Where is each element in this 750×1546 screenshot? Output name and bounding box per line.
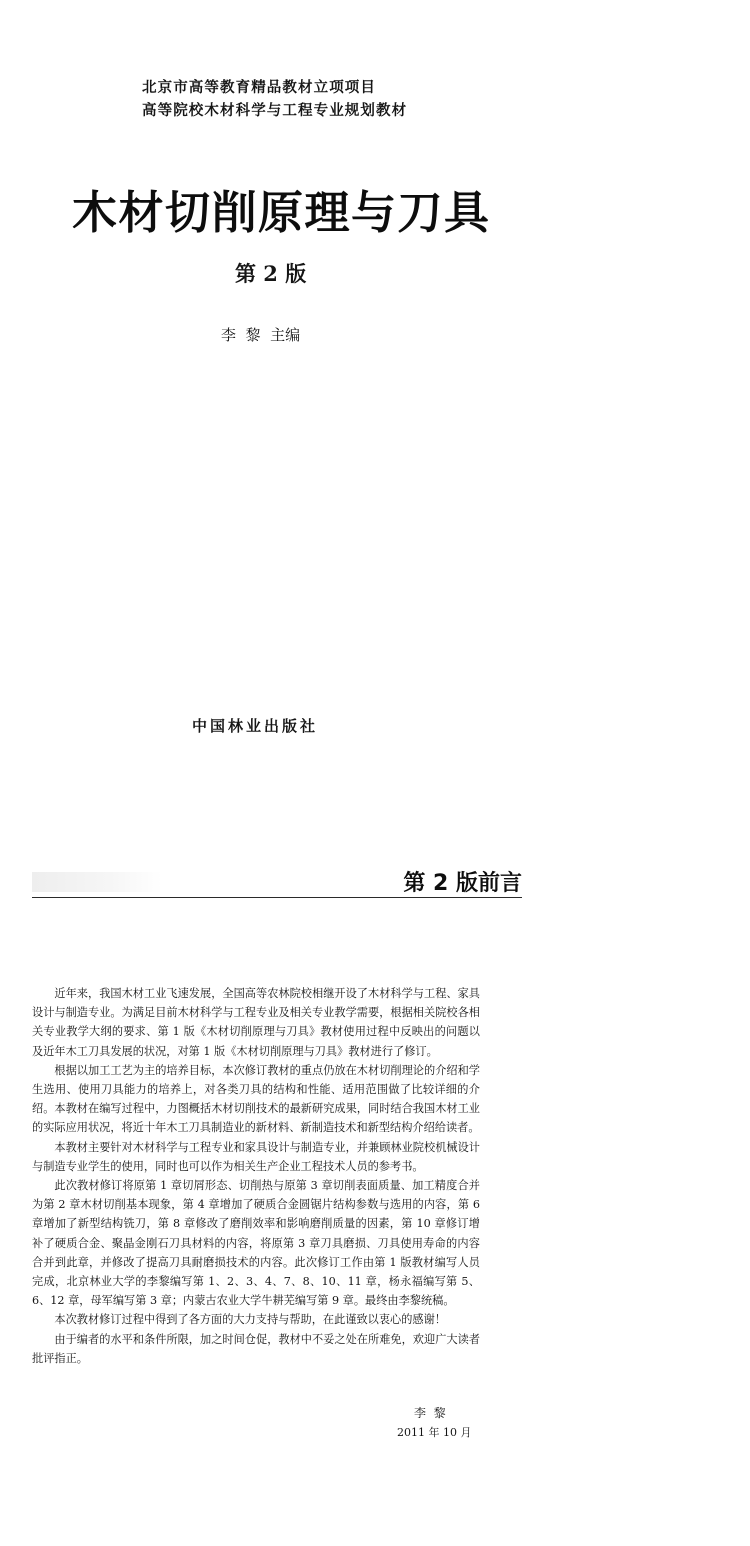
preface-paragraph: 根据以加工工艺为主的培养目标，本次修订教材的重点仍放在木材切削理论的介绍和学生选用、使用刀具能力的培养上，对各类刀具的结构和性能、适用范围做了比较详细的介绍。本教材在编写过程中，力图概括木材切削技术的最新研究成果，同时结合我国木材工业的实际应用状况，将近十年木工刀具制造业的新材料、新制造技术和新型结构介绍给读者。 — [32, 1063, 480, 1135]
series-textbook-label: 高等院校木材科学与工程专业规划教材 — [142, 102, 408, 119]
preface-date: 2011 年 10 月 — [397, 1426, 472, 1439]
book-title: 木材切削原理与刀具 — [72, 186, 491, 239]
preface-paragraph: 本教材主要针对木材科学与工程专业和家具设计与制造专业，并兼顾林业院校机械设计与制造专业学生的使用，同时也可以作为相关生产企业工程技术人员的参考书。 — [32, 1140, 480, 1173]
series-project-label: 北京市高等教育精品教材立项项目 — [142, 79, 376, 96]
preface-paragraph: 近年来，我国木材工业飞速发展，全国高等农林院校相继开设了木材科学与工程、家具设计与制造专业。为满足目前木材科学与工程专业及相关专业教学需要，根据相关院校各相关专业教学大纲的要求、第 1 版《木材切削原理与刀具》教材使用过程中反映出的问题以及近年木工刀具发展的状况，对第 1 版《木材切削原理与刀具》教材进行了修订。 — [32, 987, 480, 1058]
preface-paragraph: 此次教材修订将原第 1 章切屑形态、切削热与原第 3 章切削表面质量、加工精度合并为第 2 章木材切削基本现象，第 4 章增加了硬质合金圆锯片结构参数与选用的内容，第 6 章增加了新型结构铣刀，第 8 章修改了磨削效率和影响磨削质量的因素，第 10 章修订增补了硬质合金、聚晶金刚石刀具材料的内容，将原第 3 章刀具磨损、刀具使用寿命的内容合并到此章，并修改了提高刀具耐磨损技术的内容。此次修订工作由第 1 版教材编写人员完成，北京林业大学的李黎编写第 1、2、3、4、7、8、10、11 章，杨永福编写第 5、6、12 章，母军编写第 3 章；内蒙古农业大学牛耕芜编写第 9 章。最终由李黎统稿。 — [32, 1179, 480, 1308]
scan-smudge — [32, 872, 162, 892]
preface-header — [32, 866, 522, 900]
preface-paragraph: 由于编者的水平和条件所限，加之时间仓促，教材中不妥之处在所难免，欢迎广大读者批评指正。 — [32, 1332, 480, 1365]
author-signature: 李 黎 — [414, 1406, 446, 1420]
preface-paragraph: 本次教材修订过程中得到了各方面的大力支持与帮助，在此谨致以衷心的感谢！ — [54, 1313, 446, 1327]
edition-label: 第 2 版 — [235, 261, 307, 286]
preface-title: 第 2 版前言 — [403, 871, 522, 896]
publisher-name: 中国林业出版社 — [192, 717, 319, 735]
editor-credit: 李 黎 主编 — [221, 326, 301, 344]
preface-body — [32, 984, 480, 1368]
